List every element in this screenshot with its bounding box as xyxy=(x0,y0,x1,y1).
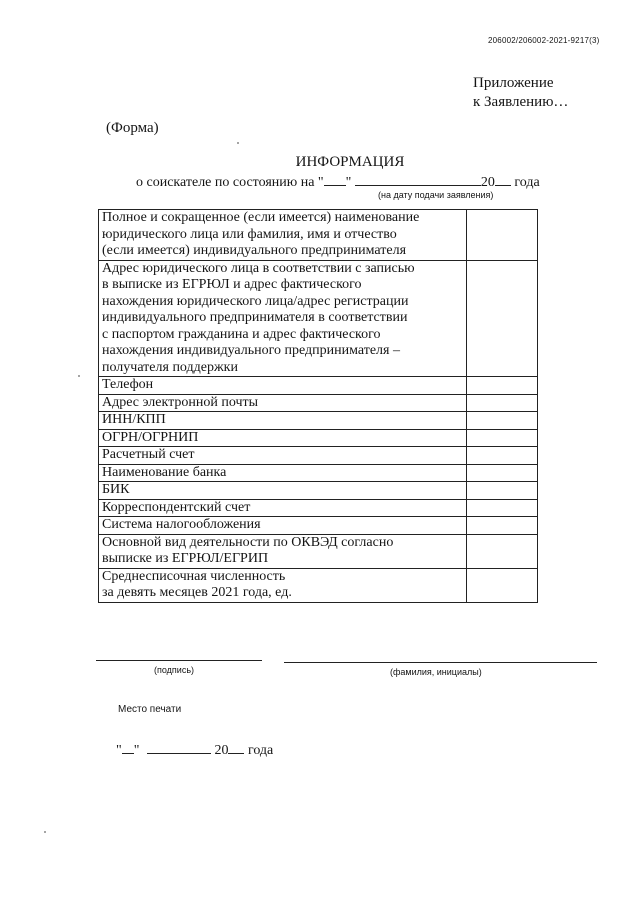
row-label-line: Среднесписочная численность xyxy=(102,568,286,584)
document-title: ИНФОРМАЦИЯ xyxy=(295,154,405,170)
row-value-cell[interactable] xyxy=(467,260,538,377)
row-label-line: Наименование банка xyxy=(102,464,227,480)
row-label-line: Телефон xyxy=(102,377,154,392)
row-label xyxy=(99,482,467,500)
date-note: (на дату подачи заявления) xyxy=(378,190,494,200)
row-value-cell[interactable] xyxy=(467,447,538,465)
row-label xyxy=(99,260,467,377)
signature-line[interactable] xyxy=(96,660,262,661)
footer-year-blank[interactable] xyxy=(228,740,244,754)
scan-speck xyxy=(237,142,239,144)
subtitle-mid: " xyxy=(345,175,355,190)
table-row xyxy=(99,210,538,261)
row-value-cell[interactable] xyxy=(467,534,538,568)
table-row xyxy=(99,260,538,377)
row-value-cell[interactable] xyxy=(467,568,538,602)
name-caption: (фамилия, инициалы) xyxy=(390,667,482,677)
row-value-cell[interactable] xyxy=(467,210,538,261)
row-label-line: Основной вид деятельности по ОКВЭД согласно xyxy=(102,534,394,550)
footer-day-blank[interactable] xyxy=(122,740,134,754)
row-label xyxy=(99,534,467,568)
row-label xyxy=(99,499,467,517)
row-label xyxy=(99,568,467,602)
table-row xyxy=(99,568,538,602)
subtitle-prefix: о соискателе по состоянию на " xyxy=(136,175,324,190)
scan-speck xyxy=(44,831,46,833)
row-value-cell[interactable] xyxy=(467,429,538,447)
footer-month-blank[interactable] xyxy=(147,740,211,754)
seal-place-label: Место печати xyxy=(118,704,182,715)
footer-open-quote: " xyxy=(116,743,122,758)
table-row xyxy=(99,394,538,412)
footer-year-prefix: 20 xyxy=(214,743,229,758)
table-row xyxy=(99,482,538,500)
info-table xyxy=(98,209,538,603)
row-value-cell[interactable] xyxy=(467,464,538,482)
appendix-line-1: Приложение xyxy=(473,75,554,91)
row-label-line: выписке из ЕГРЮЛ/ЕГРИП xyxy=(102,551,269,566)
subtitle-row xyxy=(136,172,540,191)
document-id: 206002/206002-2021-9217(3) xyxy=(488,36,600,45)
row-label-line: ИНН/КПП xyxy=(102,412,166,427)
row-label-line: с паспортом гражданина и адрес фактического xyxy=(102,326,381,342)
day-blank[interactable] xyxy=(324,172,346,186)
subtitle-suffix: года xyxy=(510,175,540,190)
form-label: (Форма) xyxy=(106,120,159,136)
appendix-note xyxy=(473,74,568,112)
table-row xyxy=(99,412,538,430)
row-label-line: Адрес электронной почты xyxy=(102,394,259,410)
row-label xyxy=(99,429,467,447)
year-blank[interactable] xyxy=(495,172,511,186)
row-value-cell[interactable] xyxy=(467,499,538,517)
table-row xyxy=(99,534,538,568)
signature-caption: (подпись) xyxy=(154,665,195,675)
row-label-line: БИК xyxy=(102,482,130,497)
row-label xyxy=(99,464,467,482)
row-label-line: за девять месяцев 2021 года, ед. xyxy=(102,585,292,600)
row-label-line: ОГРН/ОГРНИП xyxy=(102,429,199,445)
row-label-line: получателя поддержки xyxy=(102,359,238,375)
row-value-cell[interactable] xyxy=(467,517,538,535)
footer-date-row xyxy=(116,740,273,759)
table-row xyxy=(99,517,538,535)
row-label xyxy=(99,377,467,395)
table-row xyxy=(99,464,538,482)
row-value-cell[interactable] xyxy=(467,394,538,412)
footer-suffix: года xyxy=(244,743,274,758)
row-label-line: индивидуального предпринимателя в соответствии xyxy=(102,310,408,325)
row-value-cell[interactable] xyxy=(467,377,538,395)
table-row xyxy=(99,447,538,465)
row-label-line: Полное и сокращенное (если имеется) наименование xyxy=(102,210,420,225)
row-label-line: в выписке из ЕГРЮЛ и адрес фактического xyxy=(102,277,362,292)
row-label xyxy=(99,517,467,535)
row-label-line: Корреспондентский счет xyxy=(102,499,251,515)
row-label-line: (если имеется) индивидуального предпринимателя xyxy=(102,243,407,258)
row-label xyxy=(99,412,467,430)
row-label-line: юридического лица или фамилия, имя и отчество xyxy=(102,226,397,242)
table-row xyxy=(99,499,538,517)
table-row xyxy=(99,429,538,447)
row-label-line: Расчетный счет xyxy=(102,447,195,462)
row-label-line: нахождения индивидуального предпринимателя – xyxy=(102,343,400,358)
row-value-cell[interactable] xyxy=(467,412,538,430)
row-label-line: нахождения юридического лица/адрес регистрации xyxy=(102,293,409,309)
row-label-line: Система налогообложения xyxy=(102,517,261,532)
month-blank[interactable] xyxy=(355,172,481,186)
appendix-line-2: к Заявлению… xyxy=(473,94,569,110)
row-label xyxy=(99,210,467,261)
name-line[interactable] xyxy=(284,662,597,663)
row-label xyxy=(99,394,467,412)
row-label-line: Адрес юридического лица в соответствии с записью xyxy=(102,260,415,276)
table-row xyxy=(99,377,538,395)
row-label xyxy=(99,447,467,465)
footer-close-quote: " xyxy=(133,743,140,758)
row-value-cell[interactable] xyxy=(467,482,538,500)
year-prefix: 20 xyxy=(480,175,495,190)
scan-speck xyxy=(78,375,80,377)
